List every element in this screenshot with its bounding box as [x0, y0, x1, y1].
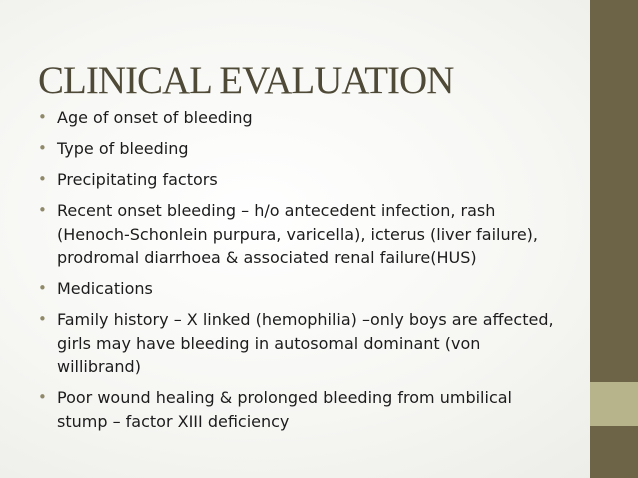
bullet-item [38, 308, 590, 379]
bullet-icon: • [38, 279, 47, 297]
bullet-text: (Henoch-Schonlein purpura, varicella), icterus (liver failure), [57, 224, 538, 244]
bullet-item [38, 199, 590, 270]
bullet-icon: • [38, 170, 47, 188]
bullet-text: Poor wound healing & prolonged bleeding from umbilical [57, 388, 512, 407]
bullet-text: Age of onset of bleeding [57, 108, 253, 127]
bullet-icon: • [38, 388, 47, 406]
bullet-text: Medications [57, 279, 153, 298]
bullet-text: Precipitating factors [57, 170, 218, 189]
bullet-text: Recent onset bleeding – h/o antecedent infection, rash [57, 201, 496, 220]
bullet-icon: • [38, 108, 47, 126]
bullet-text: Type of bleeding [57, 139, 189, 158]
bullet-text: prodromal diarrhoea & associated renal failure(HUS) [57, 248, 477, 267]
bullet-item [38, 106, 590, 130]
slide-title: CLINICAL EVALUATION [38, 59, 454, 102]
bullet-item [38, 137, 590, 161]
bullet-item [38, 386, 590, 433]
bullet-item [38, 277, 590, 301]
bullet-text: willibrand) [57, 357, 141, 376]
bullet-item [38, 168, 590, 192]
bullet-text: girls may have bleeding in autosomal dominant (von [57, 333, 481, 353]
bullet-list [38, 106, 590, 441]
bullet-text: Family history – X linked (hemophilia) –only boys are affected, [57, 310, 554, 329]
side-decoration-accent [590, 382, 638, 426]
bullet-text: stump – factor XIII deficiency [57, 411, 290, 431]
bullet-icon: • [38, 201, 47, 219]
bullet-icon: • [38, 310, 47, 328]
bullet-icon: • [38, 139, 47, 157]
